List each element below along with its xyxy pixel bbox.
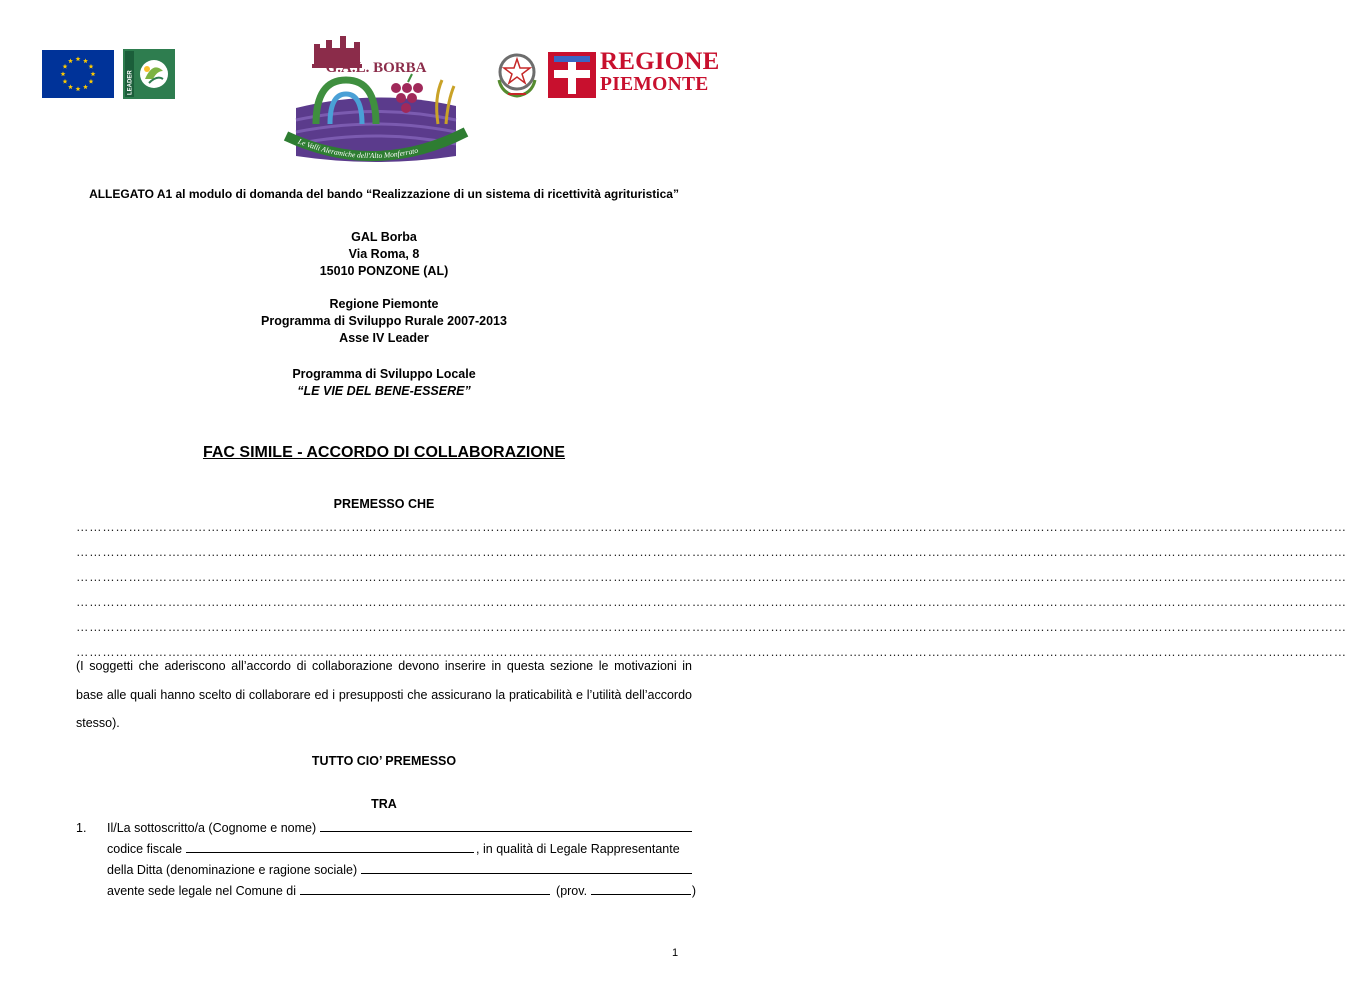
leader-icon xyxy=(123,49,175,99)
psl-block xyxy=(0,366,768,400)
dotted-line: ………………………………………………………………………………………………………………………………………………………………………………………………………………………………………………………………… xyxy=(76,620,1347,634)
municipality-field[interactable] xyxy=(300,882,550,895)
clause-text: Il/La sottoscritto/a (Cognome e nome) xyxy=(107,821,317,835)
psr-name: Programma di Sviluppo Rurale 2007-2013 xyxy=(261,314,507,328)
regione-block xyxy=(0,296,768,347)
italian-emblem-icon xyxy=(494,50,540,100)
name-field[interactable] xyxy=(320,819,692,832)
clause-text: avente sede legale nel Comune di xyxy=(107,884,297,898)
gal-address-city: 15010 PONZONE (AL) xyxy=(319,264,449,278)
document-title: FAC SIMILE - ACCORDO DI COLLABORAZIONE xyxy=(202,444,566,461)
region-name-line1: REGIONE xyxy=(600,48,720,75)
clause-number: 1. xyxy=(76,821,87,835)
asse-name: Asse IV Leader xyxy=(339,331,429,345)
tra-heading: TRA xyxy=(371,797,397,811)
eu-flag-icon xyxy=(42,50,114,98)
company-name-field[interactable] xyxy=(361,861,692,874)
dotted-line: ………………………………………………………………………………………………………………………………………………………………………………………………………………………………………………………………… xyxy=(76,645,1347,659)
dotted-line: ………………………………………………………………………………………………………………………………………………………………………………………………………………………………………………………………… xyxy=(76,545,1347,559)
allegato-line: ALLEGATO A1 al modulo di domanda del bando “Realizzazione di un sistema di ricettività agrituristica” xyxy=(89,187,679,201)
clause-text: codice fiscale xyxy=(107,842,183,856)
dotted-line: ………………………………………………………………………………………………………………………………………………………………………………………………………………………………………………………………… xyxy=(76,595,1347,609)
instruction-note: (I soggetti che aderiscono all’accordo di collaborazione devono inserire in questa sezione le motivazioni in base alle quali hanno scelto di collaborare ed i presupposti che assicurano la praticabilità e l’utilità dell’accordo stesso). xyxy=(76,659,692,730)
gal-address-street: Via Roma, 8 xyxy=(348,247,420,261)
psl-label: Programma di Sviluppo Locale xyxy=(292,367,476,381)
dotted-line: ………………………………………………………………………………………………………………………………………………………………………………………………………………………………………………………………… xyxy=(76,570,1347,584)
premesso-heading: PREMESSO CHE xyxy=(333,497,435,511)
psl-name: “LE VIE DEL BENE-ESSERE” xyxy=(297,384,471,398)
region-name-line2: PIEMONTE xyxy=(600,74,709,95)
fiscal-code-field[interactable] xyxy=(186,840,474,853)
province-field[interactable] xyxy=(591,882,691,895)
tutto-heading: TUTTO CIO’ PREMESSO xyxy=(311,754,457,768)
clause-text: della Ditta (denominazione e ragione sociale) xyxy=(107,863,358,877)
leader-label: LEADER xyxy=(127,70,134,95)
gal-address-name: GAL Borba xyxy=(351,230,417,244)
gal-name-label: G.A.L. BORBA xyxy=(325,60,427,76)
gal-borba-logo xyxy=(276,28,476,168)
regione-piemonte-logo xyxy=(548,48,720,98)
dotted-line: ………………………………………………………………………………………………………………………………………………………………………………………………………………………………………………………………… xyxy=(76,520,1347,534)
piemonte-crest-icon xyxy=(548,52,596,98)
regione-name: Regione Piemonte xyxy=(329,297,439,311)
clause-text: ) xyxy=(691,884,696,898)
gal-motto-label: Le Valli Aleramiche dell'Alto Monferrato xyxy=(296,136,419,161)
clause-text: , in qualità di Legale Rappresentante xyxy=(476,842,680,856)
clause-text: (prov. xyxy=(556,884,588,898)
gal-address-block xyxy=(0,229,768,280)
page-number: 1 xyxy=(672,947,679,959)
